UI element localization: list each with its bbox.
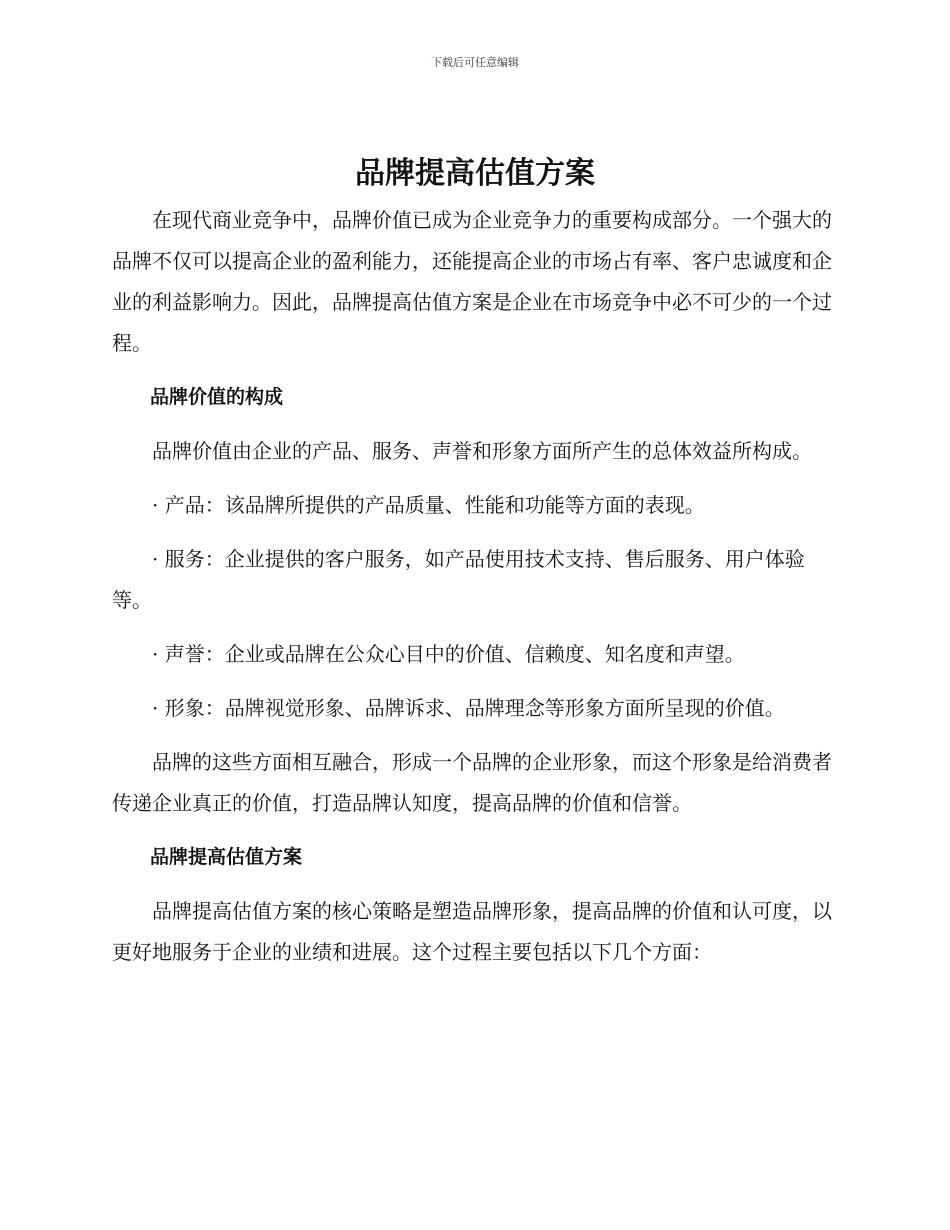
paragraph-composition: 品牌价值由企业的产品、服务、声誉和形象方面所产生的总体效益所构成。	[152, 439, 812, 463]
header-note: 下载后可任意编辑	[431, 56, 519, 69]
bullet-reputation: · 声誉：企业或品牌在公众心目中的价值、信赖度、知名度和声望。	[152, 642, 745, 666]
document-title: 品牌提高估值方案	[355, 156, 595, 191]
document-body	[112, 200, 836, 973]
bullet-service: · 服务：企业提供的客户服务，如产品使用技术支持、售后服务、用户体验等。	[112, 547, 805, 612]
section-heading-composition: 品牌价值的构成	[150, 386, 284, 408]
paragraph-plan: 品牌提高估值方案的核心策略是塑造品牌形象，提高品牌的价值和认可度，以更好地服务于企业的业绩和进展。这个过程主要包括以下几个方面：	[112, 899, 832, 964]
paragraph-integration: 品牌的这些方面相互融合，形成一个品牌的企业形象，而这个形象是给消费者传递企业真正的价值，打造品牌认知度，提高品牌的价值和信誉。	[112, 750, 832, 815]
bullet-product: · 产品：该品牌所提供的产品质量、性能和功能等方面的表现。	[152, 493, 705, 517]
bullet-image: · 形象：品牌视觉形象、品牌诉求、品牌理念等形象方面所呈现的价值。	[152, 696, 785, 720]
section-heading-plan: 品牌提高估值方案	[150, 846, 303, 868]
intro-paragraph: 在现代商业竞争中，品牌价值已成为企业竞争力的重要构成部分。一个强大的品牌不仅可以提高企业的盈利能力，还能提高企业的市场占有率、客户忠诚度和企业的利益影响力。因此，品牌提高估值方案是企业在市场竞争中必不可少的一个过程。	[112, 208, 832, 355]
